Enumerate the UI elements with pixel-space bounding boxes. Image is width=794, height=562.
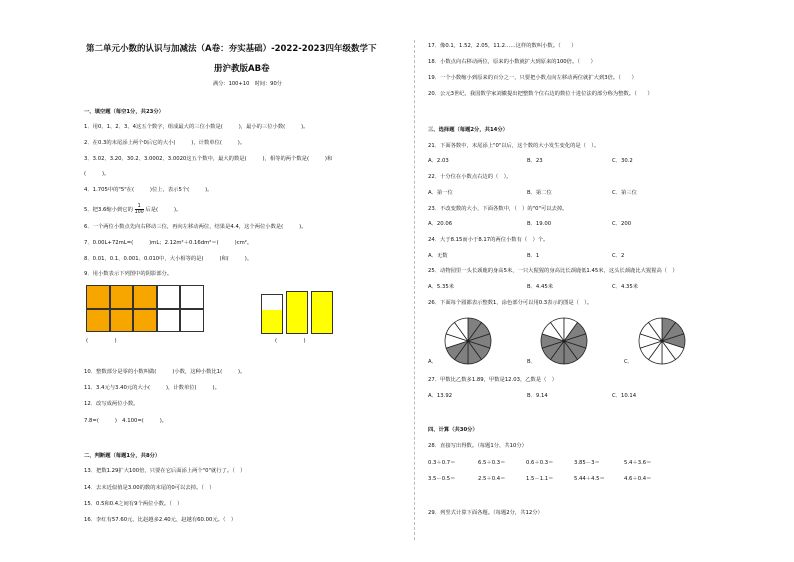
question-11: 11．3.4元与3.40元的大小( )，计数单位( )。 [84,385,220,391]
q21-option-b: B．23 [527,158,543,164]
question-9-answer-2: ( ) [275,338,306,344]
page-title: 第二单元小数的认识与加减法（A卷：夯实基础）-2022-2023四年级数学下 [86,44,377,54]
page-title-line2: 册沪教版AB卷 [214,64,270,74]
calc-item: 6.5＋0.3＝ [478,460,506,466]
fraction [135,204,144,215]
grid-cell [180,309,204,333]
question-6: 6．一个两位小数点先向右移动三位，再向左移动两位，结果是4.4，这个两位小数是( )。 [84,224,307,230]
section-multiple-choice: 三、选择题（每题2分，共14分） [428,127,508,133]
q25-option-c: C．4.35米 [612,284,639,290]
calc-item: 3.85－3＝ [574,460,600,466]
bar-figure-outline [261,294,283,334]
question-7: 7．0.00L+72mL=( )mL；2.12m²＋0.16dm²＝( )cm²。 [84,240,253,246]
calc-item: 2.5＋0.4＝ [478,476,506,482]
q26-option-c: C． [624,359,633,365]
calc-item: 4.6＋0.4＝ [624,476,652,482]
q23-option-c: C．200 [612,221,632,227]
q22-option-c: C．第三位 [612,190,637,196]
pie-figure-b [539,316,589,366]
grid-cell [110,309,134,333]
calc-item: 3.5－0.5＝ [428,476,456,482]
pie-figure-c [637,316,687,366]
section-true-false: 二、判断题（每题1分，共8分） [84,453,161,459]
q22-option-b: B．第二位 [527,190,552,196]
question-18: 18．小数点向右移动两位，原来的小数就扩大到原来的100倍。（ ） [428,59,596,65]
q27-option-b: B．9.14 [527,393,548,399]
bar-figure-full [311,291,333,334]
question-25: 25．动物园里一头长颈鹿的身高5米，一只大猩猩的身高比长颈鹿低1.45米，这头长颈鹿比大猩猩高（ ） [428,268,678,274]
q25-option-a: A．5.35米 [428,284,455,290]
calc-item: 0.6＋0.3＝ [526,460,554,466]
question-15: 15．0.5和0.4之间有9个两位小数。（ ） [84,501,183,507]
question-13: 13．把数1.29扩大100倍，只要在它后面添上两个"0"就行了。（ ） [84,468,246,474]
column-divider [414,40,415,540]
q25-option-b: B．4.45米 [527,284,554,290]
question-3: 3．3.02、3.20、30.2、3.0002、3.0020这五个数中，最大的数是( )，相等的两个数是( )和 [84,156,333,162]
question-8: 8．0.01、0.1、0.001、0.010中，大小相等的是( )和( )。 [84,256,253,262]
fraction-denominator: 100 [134,210,144,215]
q24-option-b: B．1 [527,253,540,259]
question-10: 10．整数部分是零的小数叫做( )小数，这种小数比1( )。 [84,369,246,375]
calc-item: 0.3＋0.7＝ [428,460,456,466]
q26-option-b: B． [527,359,536,365]
shaded-grid-figure [86,285,204,332]
question-12: 12．改写成两位小数。 [84,401,139,407]
grid-cell [86,285,110,309]
grid-cell [110,285,134,309]
q21-option-a: A．2.03 [428,158,449,164]
question-22: 22．十分位在小数点右边的（ ）。 [428,174,512,180]
question-5 [84,204,181,215]
q24-option-a: A．无数 [428,253,448,259]
q23-option-b: B．19.00 [527,221,552,227]
q26-option-a: A． [428,359,437,365]
q22-option-a: A．第一位 [428,190,453,196]
question-5-text-end: 后是( )。 [145,207,182,213]
calc-item: 1.5－1.1＝ [526,476,554,482]
q27-option-c: C．10.14 [612,393,637,399]
section-fill-blank: 一、填空题（每空1分，共23分） [84,109,164,115]
question-23: 23．不改变数的大小，下面各数中，（ ）的"0"可以去掉。 [428,206,568,212]
question-26: 26．下面每个圆都表示整数1，涂色部分可以用0.3表示的图是（ ）。 [428,300,593,306]
question-9: 9．用小数表示下列图中的阴影部分。 [84,271,173,277]
q23-option-a: A．20.06 [428,221,453,227]
grid-cell [133,309,157,333]
question-24: 24．大于8.15而小于8.17的两位小数有（ ）个。 [428,237,549,243]
q27-option-a: A．13.92 [428,393,453,399]
calc-item: 5.44＋4.5＝ [574,476,605,482]
grid-cell [157,309,181,333]
question-2: 2．在0.3的末尾添上两个0后它的大小( )，计数单位( )。 [84,140,246,146]
calc-item: 5.4＋3.6＝ [624,460,652,466]
q21-option-c: C．30.2 [612,158,633,164]
question-27: 27．甲数比乙数多1.89，甲数是12.03，乙数是（ ） [428,377,558,383]
q24-option-c: C．2 [612,253,625,259]
grid-cell [157,285,181,309]
question-21: 21．下面各数中，末尾添上"0"以后，这个数的大小发生变化的是（ ）。 [428,143,600,149]
question-5-text: 5．把3.6缩小到它的 [84,207,133,213]
grid-cell [86,309,110,333]
bar-figure-full [286,291,308,334]
question-12-items: 7.8=( ) 4.100=( )。 [84,418,168,424]
question-1: 1．用0、1、2、3、4这五个数字，组成最大的三位小数是( )，最小的三位小数( )。 [84,124,309,130]
grid-cell [180,285,204,309]
question-17: 17．像0.1，1.52，2.05，11.2……这样的数叫小数。（ ） [428,43,577,49]
question-19: 19．一个小数缩小到原来的百分之一，只要把小数点向左移动两位就扩大到3倍。（ ） [428,75,637,81]
question-9-answer-1: ( ) [86,338,117,344]
bar-shading [262,310,282,333]
fraction-numerator: 1 [135,204,144,210]
pie-figure-a [443,316,493,366]
question-3-cont: ( )。 [84,171,110,177]
question-4: 4．1.705中的"5"在( )位上，表示5个( )。 [84,187,213,193]
question-29: 29．列竖式计算下面各题。（每题2分，共12分） [428,510,543,516]
question-14: 14．去末近似值是3.00的数的末尾的0可以去掉。（ ） [84,485,215,491]
question-28: 28．直接写出得数。（每题1分，共10分） [428,443,527,449]
grid-cell [133,285,157,309]
question-20: 20．公元3世纪，我国数学家刘徽提出把整数个位右边的数位十进位法的部分称为整数。（ ） [428,91,653,97]
section-calculation: 四、计算（共30分） [428,427,478,433]
question-16: 16．李红有57.60元，比赵越多2.40元，赵越有60.00元。（ ） [84,517,237,523]
score-time: 满分：100+10 时间：90分 [213,81,282,87]
